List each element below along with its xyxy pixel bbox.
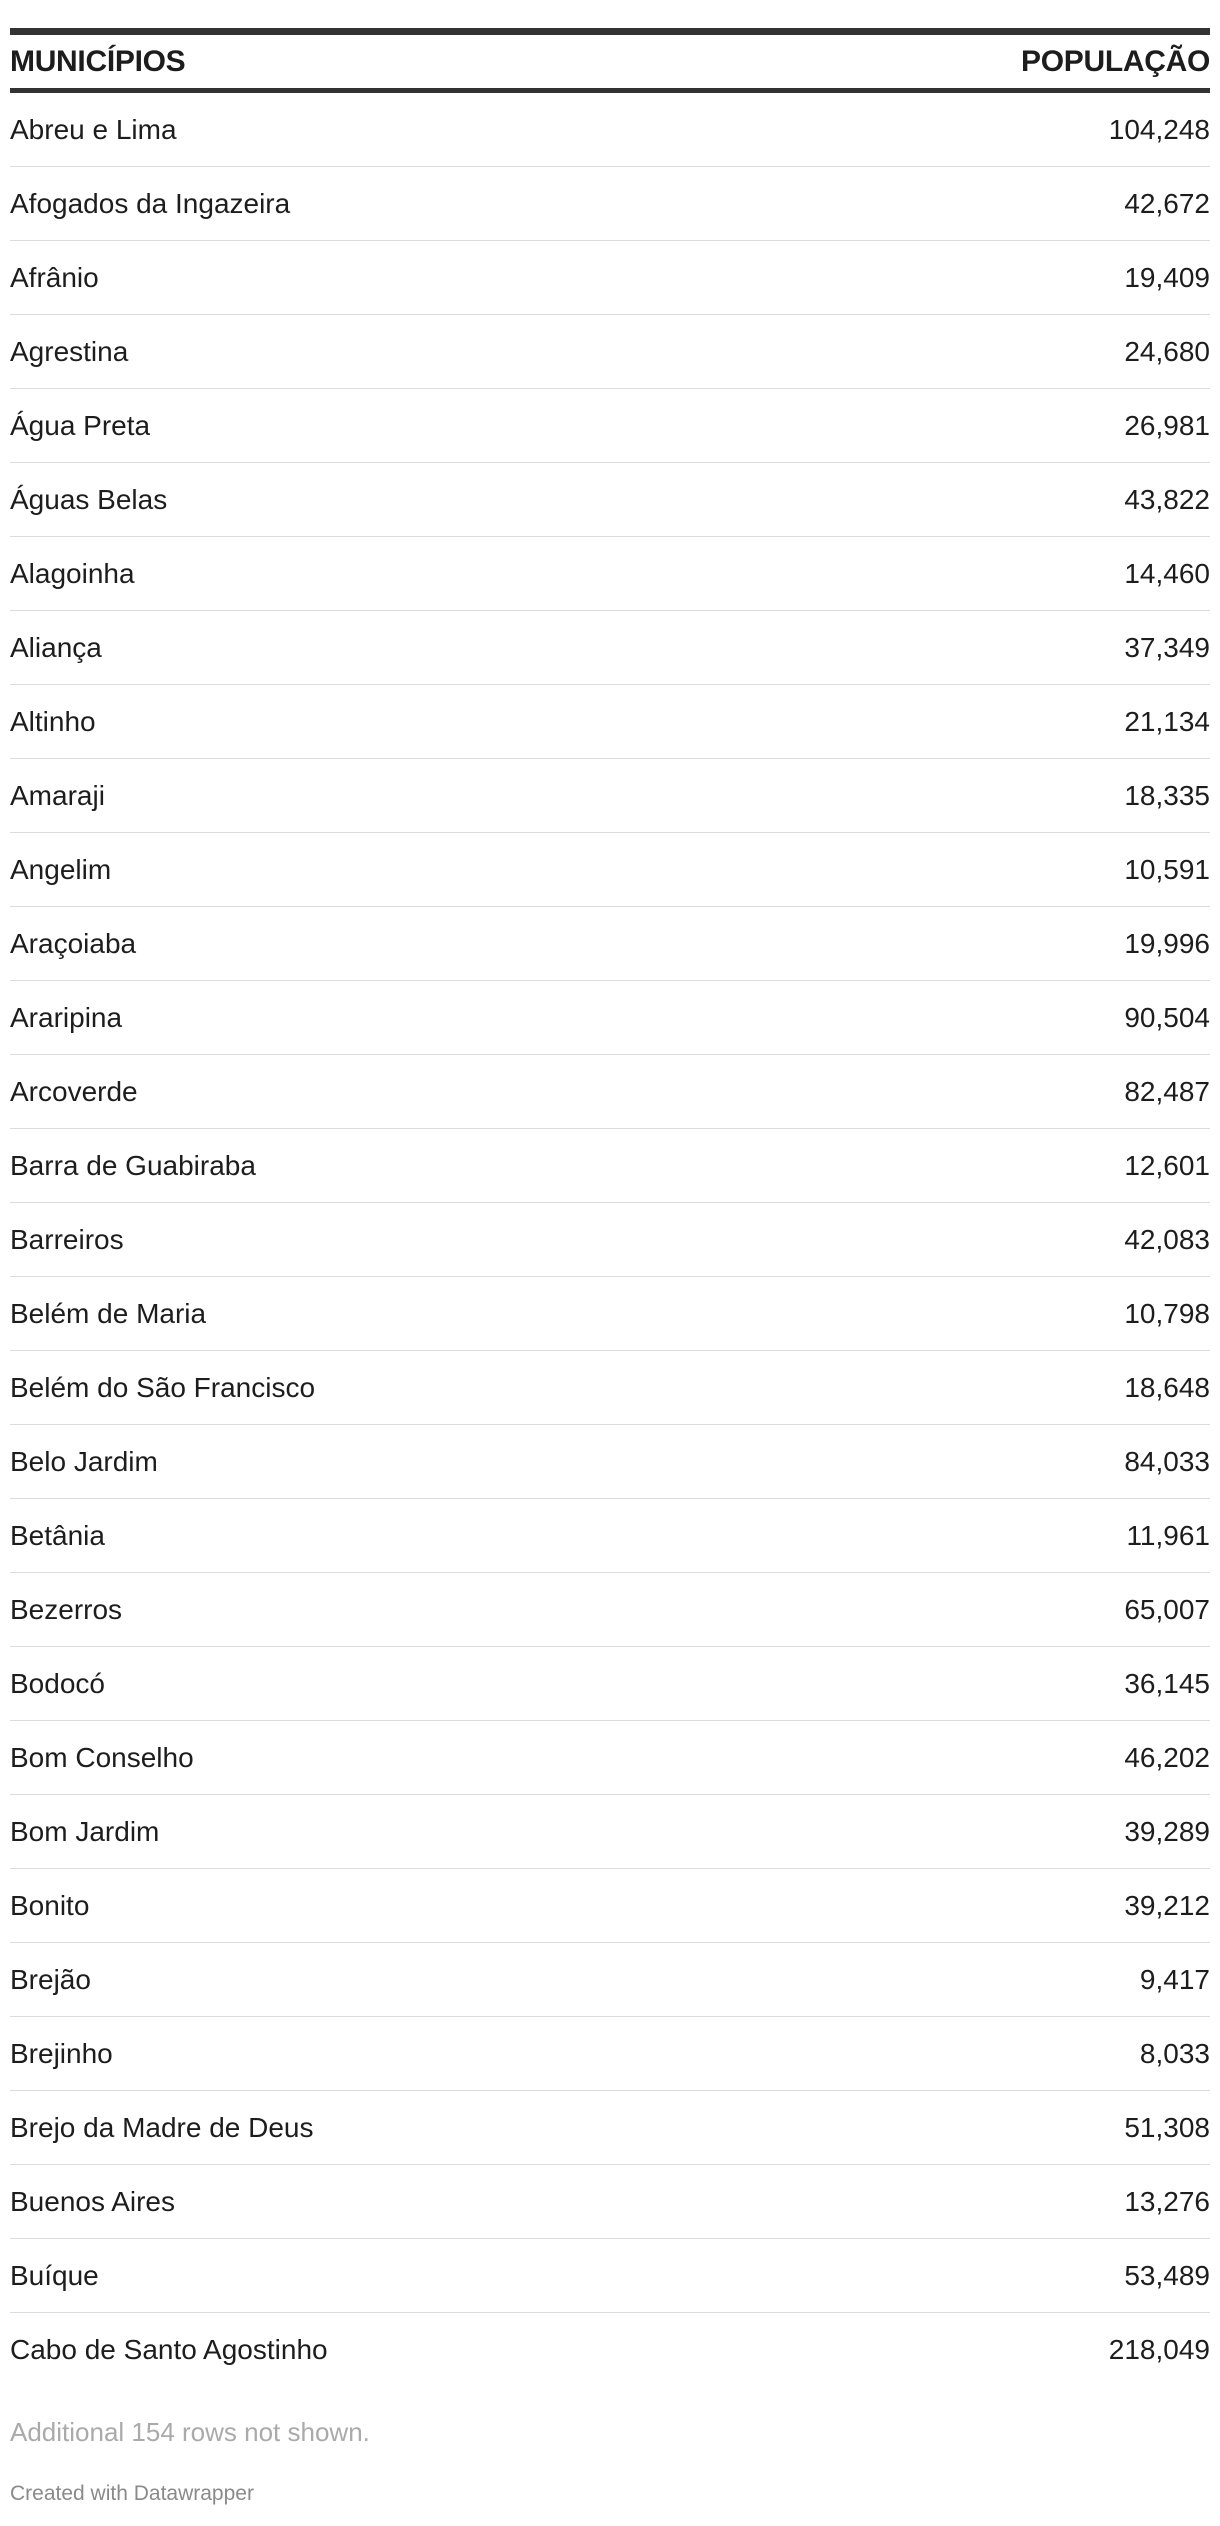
municipio-cell: Cabo de Santo Agostinho bbox=[10, 2334, 328, 2365]
municipio-cell: Água Preta bbox=[10, 409, 151, 441]
table-row bbox=[10, 1129, 1210, 1203]
rows-not-shown-note: Additional 154 rows not shown. bbox=[10, 2417, 370, 2447]
municipio-cell: Brejão bbox=[10, 1963, 91, 1995]
populacao-cell: 8,033 bbox=[1139, 2037, 1210, 2069]
municipio-cell: Buenos Aires bbox=[10, 2185, 175, 2217]
municipio-cell: Bom Conselho bbox=[10, 1741, 194, 1773]
municipio-cell: Barra de Guabiraba bbox=[10, 1149, 256, 1181]
municipio-cell: Brejo da Madre de Deus bbox=[10, 2111, 314, 2143]
table-row bbox=[10, 537, 1210, 611]
table-row bbox=[10, 2091, 1210, 2165]
municipio-cell: Belém do São Francisco bbox=[10, 1371, 316, 1403]
populacao-cell: 90,504 bbox=[1124, 1001, 1210, 1033]
table-row bbox=[10, 907, 1210, 981]
table-row bbox=[10, 1721, 1210, 1795]
municipio-cell: Belo Jardim bbox=[10, 1445, 158, 1477]
municipio-cell: Angelim bbox=[10, 853, 112, 885]
municipio-cell: Belém de Maria bbox=[10, 1297, 207, 1329]
populacao-cell: 9,417 bbox=[1139, 1963, 1210, 1995]
table-row bbox=[10, 611, 1210, 685]
populacao-cell: 19,409 bbox=[1124, 261, 1210, 293]
table-row bbox=[10, 1351, 1210, 1425]
table-header bbox=[10, 28, 1210, 93]
datawrapper-credit: Created with Datawrapper bbox=[10, 2482, 254, 2505]
table-row bbox=[10, 1055, 1210, 1129]
populacao-cell: 82,487 bbox=[1124, 1075, 1210, 1107]
populacao-cell: 218,049 bbox=[1108, 2334, 1210, 2365]
table-row bbox=[10, 93, 1210, 167]
populacao-cell: 19,996 bbox=[1124, 927, 1210, 959]
table-row bbox=[10, 1943, 1210, 2017]
populacao-cell: 46,202 bbox=[1124, 1741, 1210, 1773]
populacao-cell: 21,134 bbox=[1124, 705, 1210, 737]
table-row bbox=[10, 685, 1210, 759]
municipio-cell: Afogados da Ingazeira bbox=[10, 187, 291, 219]
population-table bbox=[10, 28, 1210, 2387]
table-row bbox=[10, 981, 1210, 1055]
table-row bbox=[10, 2165, 1210, 2239]
populacao-cell: 51,308 bbox=[1124, 2111, 1210, 2143]
table-row bbox=[10, 389, 1210, 463]
populacao-cell: 12,601 bbox=[1124, 1149, 1210, 1181]
populacao-cell: 13,276 bbox=[1124, 2185, 1210, 2217]
municipio-cell: Alagoinha bbox=[10, 557, 135, 589]
municipio-cell: Bodocó bbox=[10, 1667, 105, 1699]
table-body bbox=[10, 93, 1210, 2387]
municipio-cell: Barreiros bbox=[10, 1223, 124, 1255]
municipio-cell: Betânia bbox=[10, 1519, 105, 1551]
populacao-cell: 42,083 bbox=[1124, 1223, 1210, 1255]
municipio-cell: Aliança bbox=[10, 631, 102, 663]
populacao-cell: 39,212 bbox=[1124, 1889, 1210, 1921]
table-row bbox=[10, 1869, 1210, 1943]
table-row bbox=[10, 2313, 1210, 2387]
table-row bbox=[10, 1499, 1210, 1573]
municipio-cell: Altinho bbox=[10, 705, 96, 737]
table-row bbox=[10, 2239, 1210, 2313]
populacao-cell: 43,822 bbox=[1124, 483, 1210, 515]
table-row bbox=[10, 759, 1210, 833]
table-row bbox=[10, 167, 1210, 241]
populacao-cell: 14,460 bbox=[1124, 557, 1210, 589]
municipio-cell: Bom Jardim bbox=[10, 1815, 160, 1847]
municipio-cell: Abreu e Lima bbox=[10, 113, 177, 145]
populacao-cell: 39,289 bbox=[1124, 1815, 1210, 1847]
municipio-cell: Arcoverde bbox=[10, 1075, 138, 1107]
table-row bbox=[10, 1425, 1210, 1499]
table-row bbox=[10, 1203, 1210, 1277]
table-row bbox=[10, 833, 1210, 907]
municipio-cell: Águas Belas bbox=[10, 483, 168, 515]
populacao-cell: 26,981 bbox=[1124, 409, 1210, 441]
populacao-cell: 10,798 bbox=[1124, 1297, 1210, 1329]
table-row bbox=[10, 463, 1210, 537]
populacao-cell: 36,145 bbox=[1124, 1667, 1210, 1699]
municipio-cell: Araçoiaba bbox=[10, 927, 137, 959]
populacao-cell: 84,033 bbox=[1124, 1445, 1210, 1477]
populacao-cell: 42,672 bbox=[1124, 187, 1210, 219]
populacao-cell: 11,961 bbox=[1126, 1519, 1210, 1551]
municipio-cell: Agrestina bbox=[10, 335, 129, 367]
populacao-cell: 53,489 bbox=[1124, 2259, 1210, 2291]
populacao-cell: 24,680 bbox=[1124, 335, 1210, 367]
table-row bbox=[10, 1277, 1210, 1351]
table-row bbox=[10, 1573, 1210, 1647]
municipio-cell: Araripina bbox=[10, 1001, 123, 1033]
table-row bbox=[10, 2017, 1210, 2091]
municipio-cell: Bonito bbox=[10, 1889, 90, 1921]
header-populacao[interactable]: POPULAÇÃO bbox=[1021, 44, 1210, 78]
populacao-cell: 18,648 bbox=[1124, 1371, 1210, 1403]
table-row bbox=[10, 315, 1210, 389]
datawrapper-table-container bbox=[10, 0, 1210, 2506]
header-municipios[interactable]: MUNICÍPIOS bbox=[10, 44, 186, 78]
municipio-cell: Afrânio bbox=[10, 261, 99, 293]
populacao-cell: 37,349 bbox=[1124, 631, 1210, 663]
municipio-cell: Brejinho bbox=[10, 2037, 113, 2069]
table-row bbox=[10, 1795, 1210, 1869]
municipio-cell: Amaraji bbox=[10, 779, 105, 811]
table-row bbox=[10, 1647, 1210, 1721]
populacao-cell: 18,335 bbox=[1124, 779, 1210, 811]
populacao-cell: 104,248 bbox=[1108, 113, 1210, 145]
table-row bbox=[10, 241, 1210, 315]
municipio-cell: Bezerros bbox=[10, 1593, 123, 1625]
municipio-cell: Buíque bbox=[10, 2259, 99, 2291]
populacao-cell: 10,591 bbox=[1124, 853, 1210, 885]
populacao-cell: 65,007 bbox=[1124, 1593, 1210, 1625]
